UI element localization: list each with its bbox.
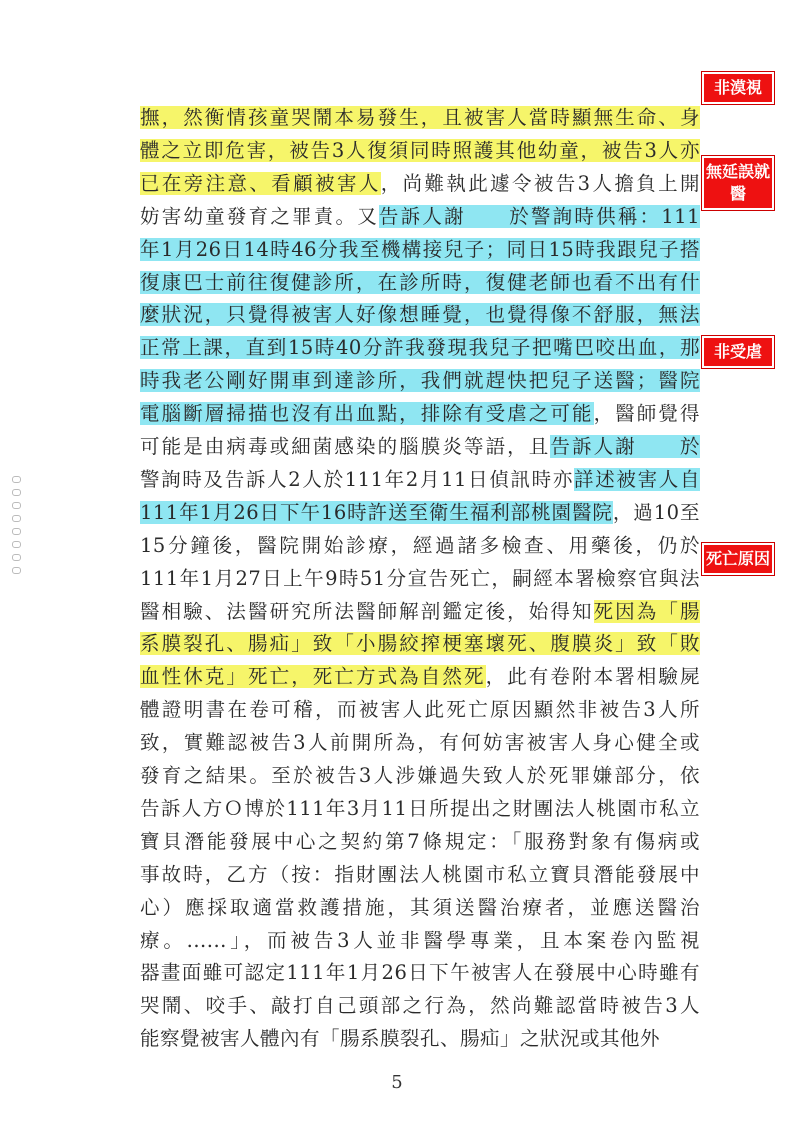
text-segment: 致，實難認被告3人前開所為，有何妨害被害人身心健全或 <box>140 731 700 755</box>
page-number: 5 <box>391 1072 403 1093</box>
text-line <box>140 235 700 265</box>
text-line <box>140 136 700 166</box>
highlighted-text: 111年1月26日下午16時許送至衛生福利部桃園醫院 <box>140 500 613 524</box>
text-segment: 體證明書在卷可稽，而被害人此死亡原因顯然非被告3人所 <box>140 698 700 722</box>
text-segment: 事故時，乙方（按：指財團法人桃園市私立寶貝潛能發展中 <box>140 862 700 886</box>
text-line <box>140 399 700 429</box>
text-segment: 療。......」，而被告3人並非醫學專業，且本案卷內監視 <box>140 928 700 952</box>
text-line <box>140 827 700 857</box>
highlighted-text: 血性休克」死亡，死亡方式為自然死 <box>140 665 486 689</box>
text-line <box>140 597 700 627</box>
highlighted-text: 正常上課，直到15時40分許我發現我兒子把嘴巴咬出血，那 <box>140 336 700 360</box>
text-segment: 哭鬧、咬手、敲打自己頭部之行為，然尚難認當時被告3人 <box>140 994 700 1018</box>
text-line <box>140 794 700 824</box>
annotation-tag-not-neglect: 非漠視 <box>702 72 774 104</box>
binder-holes-decoration <box>12 470 52 620</box>
text-line <box>140 169 700 199</box>
text-line <box>140 991 700 1021</box>
text-line <box>140 300 700 330</box>
text-line <box>140 202 700 232</box>
text-segment: 發育之結果。至於被告3人涉嫌過失致人於死罪嫌部分，依 <box>140 764 700 787</box>
text-line <box>140 268 700 298</box>
text-line <box>140 465 700 495</box>
text-line <box>140 761 700 791</box>
text-segment: 心）應採取適當救護措施，其須送醫治療者，並應送醫治 <box>140 895 700 919</box>
text-line <box>140 432 700 462</box>
text-line <box>140 564 700 594</box>
highlighted-text: 系膜裂孔、腸疝」致「小腸絞搾梗塞壞死、腹膜炎」致「敗 <box>140 632 700 656</box>
highlighted-text: 復康巴士前往復健診所，在診所時，復健老師也看不出有什 <box>140 270 700 294</box>
text-segment: 可能是由病毒或細菌感染的腦膜炎等語，且 <box>140 435 551 458</box>
text-line <box>140 958 700 988</box>
text-segment: 妨害幼童發育之罪責。又 <box>140 204 379 228</box>
text-line <box>140 893 700 923</box>
text-segment: 告訴人方Ｏ博於111年3月11日所提出之財團法人桃園市私立 <box>140 796 700 820</box>
text-line <box>140 531 700 561</box>
highlighted-text: 體之立即危害，被告3人復須同時照護其他幼童，被告3人亦 <box>140 138 700 162</box>
text-segment: 能察覺被害人體內有「腸系膜裂孔、腸疝」之狀況或其他外 <box>140 1027 661 1051</box>
highlighted-text: 撫，然衡情孩童哭鬧本易發生，且被害人當時顯無生命、身 <box>140 106 700 129</box>
text-segment: ，此有卷附本署相驗屍 <box>485 665 700 689</box>
text-line <box>140 629 700 659</box>
annotation-tag-not-abused: 非受虐 <box>702 336 774 368</box>
text-segment: 警詢時及告訴人2人於111年2月11日偵訊時亦 <box>140 467 575 491</box>
text-line <box>140 1024 700 1054</box>
text-line <box>140 860 700 890</box>
text-line <box>140 926 700 956</box>
annotation-tag-cause-of-death: 死亡原因 <box>702 543 774 575</box>
text-line <box>140 333 700 363</box>
text-line <box>140 728 700 758</box>
text-line <box>140 366 700 396</box>
text-segment: 寶貝潛能發展中心之契約第7條規定：「服務對象有傷病或 <box>140 829 700 853</box>
text-line <box>140 662 700 692</box>
highlighted-text: 已在旁注意、看顧被害人 <box>140 171 381 195</box>
text-segment: ，尚難執此遽令被告3人擔負上開 <box>380 171 700 195</box>
text-segment: 15分鐘後，醫院開始診療，經過諸多檢查、用藥後，仍於 <box>140 533 700 557</box>
text-segment: ，過10至 <box>612 500 700 524</box>
text-segment: 111年1月27日上午9時51分宣告死亡，嗣經本署檢察官與法 <box>140 566 700 590</box>
text-segment: ，醫師覺得 <box>593 402 700 426</box>
highlighted-text: 麼狀況，只覺得被害人好像想睡覺，也覺得像不舒服，無法 <box>140 303 700 327</box>
highlighted-text: 告訴人謝 於警詢時供稱：111 <box>378 204 700 228</box>
highlighted-text: 詳述被害人自 <box>574 467 700 491</box>
text-line <box>140 103 700 133</box>
text-segment: 器畫面雖可認定111年1月26日下午被害人在發展中心時雖有 <box>140 961 700 985</box>
highlighted-text: 年1月26日14時46分我至機構接兒子；同日15時我跟兒子搭 <box>140 237 700 261</box>
text-line <box>140 695 700 725</box>
highlighted-text: 告訴人謝 於 <box>550 435 700 458</box>
text-line <box>140 498 700 528</box>
highlighted-text: 電腦斷層掃描也沒有出血點，排除有受虐之可能 <box>140 402 594 426</box>
highlighted-text: 時我老公剛好開車到達診所，我們就趕快把兒子送醫；醫院 <box>140 369 700 393</box>
annotation-tag-no-delay: 無延誤就醫 <box>702 156 774 210</box>
highlighted-text: 死因為「腸 <box>593 599 700 623</box>
text-segment: 醫相驗、法醫研究所法醫師解剖鑑定後，始得知 <box>140 599 594 623</box>
